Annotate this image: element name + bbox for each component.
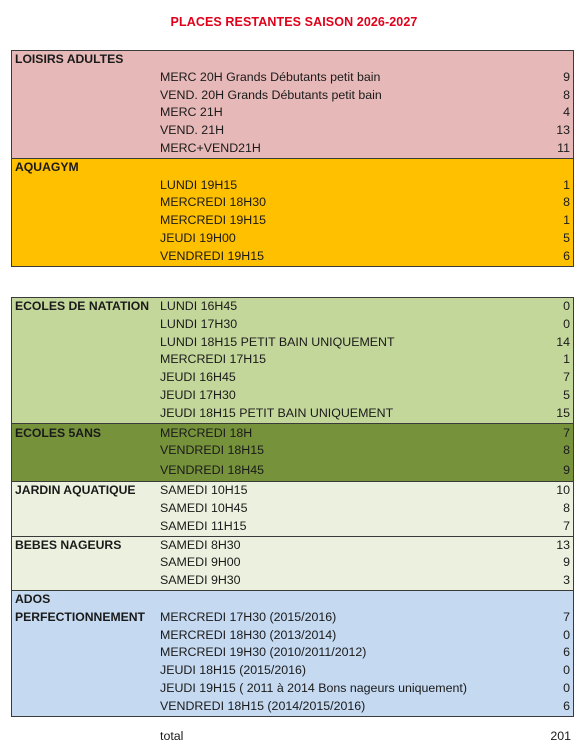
- total-row: [11, 727, 574, 745]
- table-row: [12, 248, 573, 266]
- table-row: [12, 441, 573, 459]
- places-count: 5: [563, 230, 570, 245]
- session-label: MERC 21H: [160, 105, 223, 120]
- table-row: [12, 212, 573, 230]
- places-count: 6: [563, 645, 570, 660]
- group-aquagym: [12, 158, 573, 266]
- places-count: 8: [563, 87, 570, 102]
- table-row: [12, 316, 573, 334]
- category-label: PERFECTIONNEMENT: [15, 609, 146, 624]
- places-count: 14: [556, 334, 570, 349]
- places-count: 6: [563, 698, 570, 713]
- session-label: SAMEDI 9H30: [160, 573, 241, 588]
- session-label: JEUDI 17H30: [160, 387, 236, 402]
- table-row: [12, 680, 573, 698]
- total-value: 201: [550, 729, 571, 743]
- table-block-adults-aquagym: [11, 50, 574, 267]
- table-row: [12, 572, 573, 590]
- group-bebes-nageurs: [12, 536, 573, 590]
- places-count: 15: [556, 405, 570, 420]
- places-count: 7: [563, 425, 570, 440]
- places-count: 0: [563, 680, 570, 695]
- places-count: 7: [563, 609, 570, 624]
- category-label: JARDIN AQUATIQUE: [15, 483, 136, 498]
- session-label: SAMEDI 10H15: [160, 483, 248, 498]
- table-row: [12, 194, 573, 212]
- places-count: 6: [563, 248, 570, 263]
- places-count: 3: [563, 573, 570, 588]
- session-label: JEUDI 19H00: [160, 230, 236, 245]
- table-row: [12, 104, 573, 122]
- session-label: LUNDI 16H45: [160, 299, 238, 313]
- session-label: MERCREDI 17H30 (2015/2016): [160, 609, 337, 624]
- group-ecoles-de-natation: [12, 298, 573, 423]
- table-row: [12, 662, 573, 680]
- places-count: 13: [556, 123, 570, 138]
- table-row: [12, 387, 573, 405]
- session-label: LUNDI 19H15: [160, 177, 238, 192]
- places-count: 0: [563, 627, 570, 642]
- session-label: MERCREDI 18H: [160, 425, 253, 440]
- session-label: MERCREDI 18H30: [160, 195, 267, 210]
- category-label: AQUAGYM: [15, 159, 79, 174]
- category-row: [12, 591, 573, 609]
- session-label: JEUDI 18H15 PETIT BAIN UNIQUEMENT: [160, 405, 394, 420]
- table-row: [12, 482, 573, 500]
- category-label: ECOLES DE NATATION: [15, 299, 150, 313]
- places-count: 9: [563, 555, 570, 570]
- places-count: 4: [563, 105, 570, 120]
- session-label: VENDREDI 18H15 (2014/2015/2016): [160, 698, 366, 713]
- table-row: [12, 122, 573, 140]
- places-count: 1: [563, 177, 570, 192]
- table-row: [12, 554, 573, 572]
- category-label: ECOLES 5ANS: [15, 425, 102, 440]
- table-row: [12, 405, 573, 423]
- table-row: [12, 369, 573, 387]
- session-label: JEUDI 18H15 (2015/2016): [160, 663, 307, 678]
- table-row: [12, 424, 573, 442]
- table-row: [12, 537, 573, 555]
- category-row: [12, 159, 573, 177]
- places-count: 9: [563, 463, 570, 478]
- table-row: [12, 351, 573, 369]
- session-label: SAMEDI 8H30: [160, 537, 241, 552]
- places-count: 0: [563, 299, 570, 313]
- places-count: 0: [563, 663, 570, 678]
- table-row: [12, 627, 573, 645]
- places-count: 7: [563, 518, 570, 533]
- table-row: [12, 177, 573, 195]
- session-label: MERCREDI 19H15: [160, 213, 267, 228]
- session-label: MERCREDI 18H30 (2013/2014): [160, 627, 337, 642]
- places-count: 0: [563, 316, 570, 331]
- page-title: PLACES RESTANTES SAISON 2026-2027: [170, 15, 418, 29]
- places-count: 1: [563, 352, 570, 367]
- category-label: BEBES NAGEURS: [15, 537, 122, 552]
- session-label: VENDREDI 18H45: [160, 463, 264, 478]
- table-row: [12, 698, 573, 716]
- table-row: [12, 140, 573, 158]
- session-label: SAMEDI 10H45: [160, 500, 248, 515]
- session-label: MERCREDI 17H15: [160, 352, 267, 367]
- table-row: [12, 298, 573, 316]
- table-row: [12, 69, 573, 87]
- session-label: JEUDI 19H15 ( 2011 à 2014 Bons nageurs uniquement): [160, 680, 467, 695]
- session-label: MERC+VEND21H: [160, 140, 261, 155]
- table-row: [12, 644, 573, 662]
- places-count: 8: [563, 443, 570, 458]
- category-row: [12, 51, 573, 69]
- group-ados-perfectionnement: [12, 590, 573, 716]
- session-label: JEUDI 16H45: [160, 370, 236, 385]
- places-count: 8: [563, 195, 570, 210]
- group-loisirs-adultes: [12, 51, 573, 158]
- places-count: 7: [563, 370, 570, 385]
- table-row: [12, 87, 573, 105]
- session-label: VENDREDI 18H15: [160, 443, 264, 458]
- table-row: [12, 500, 573, 518]
- table-row: [12, 518, 573, 536]
- session-label: SAMEDI 9H00: [160, 555, 241, 570]
- group-ecoles-5ans: [12, 423, 573, 482]
- session-label: SAMEDI 11H15: [160, 518, 247, 533]
- table-row: [12, 230, 573, 248]
- places-count: 1: [563, 213, 570, 228]
- group-jardin-aquatique: [12, 481, 573, 535]
- places-count: 11: [557, 140, 570, 155]
- places-count: 9: [563, 69, 570, 84]
- places-count: 5: [563, 387, 570, 402]
- session-label: LUNDI 17H30: [160, 316, 238, 331]
- category-label: ADOS: [15, 591, 51, 606]
- table-block-children-ados: [11, 297, 574, 717]
- total-label: total: [160, 729, 184, 743]
- session-label: MERCREDI 19H30 (2010/2011/2012): [160, 645, 367, 660]
- category-label: LOISIRS ADULTES: [15, 52, 124, 66]
- session-label: VEND. 21H: [160, 123, 225, 138]
- table-row: [12, 459, 573, 481]
- session-label: MERC 20H Grands Débutants petit bain: [160, 69, 381, 84]
- table-row: [12, 609, 573, 627]
- places-count: 13: [556, 537, 570, 552]
- session-label: LUNDI 18H15 PETIT BAIN UNIQUEMENT: [160, 334, 395, 349]
- session-label: VEND. 20H Grands Débutants petit bain: [160, 87, 382, 102]
- session-label: VENDREDI 19H15: [160, 248, 264, 263]
- places-count: 10: [556, 483, 570, 498]
- table-row: [12, 334, 573, 352]
- places-count: 8: [563, 500, 570, 515]
